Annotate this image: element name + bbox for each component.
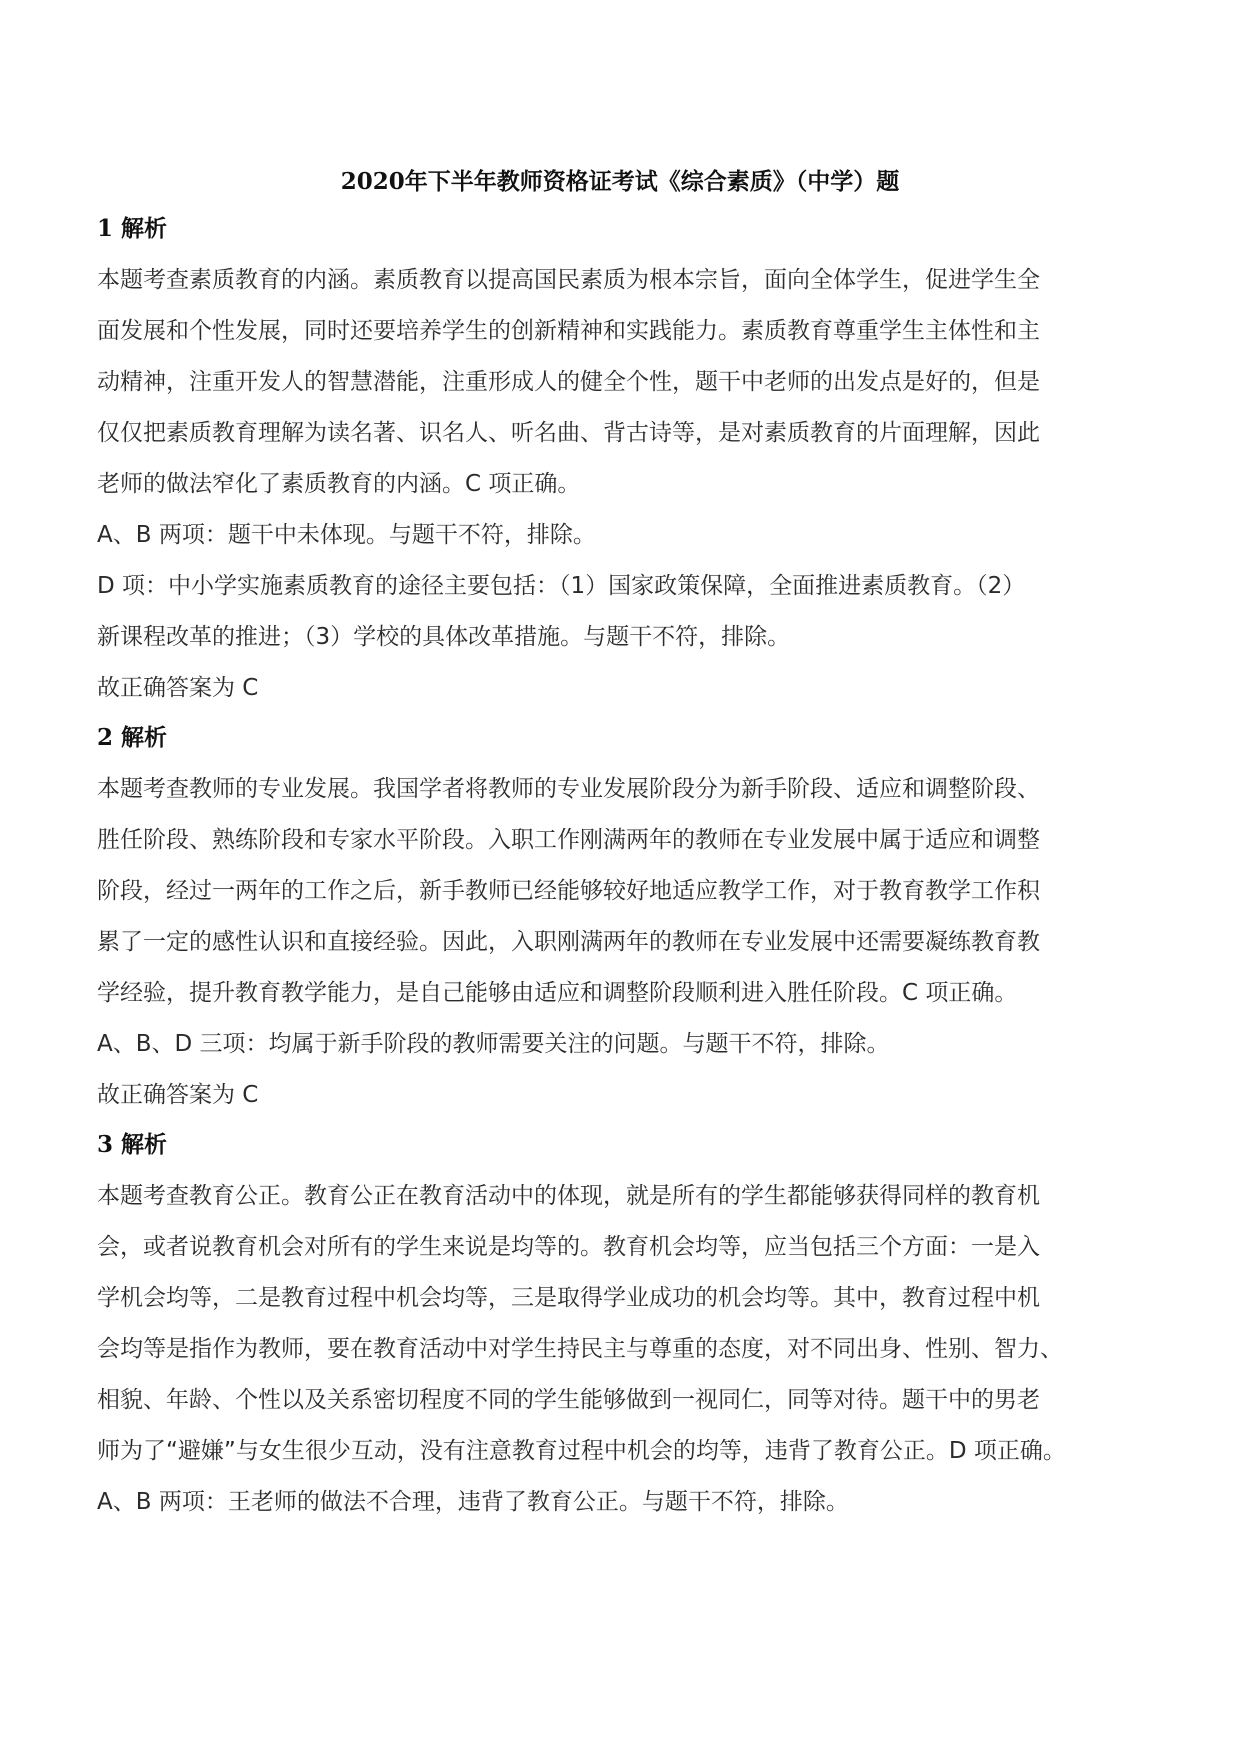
text-line: 故正确答案为 C	[97, 675, 259, 701]
text-line: 故正确答案为 C	[97, 1082, 259, 1108]
paragraph	[97, 1171, 1147, 1477]
document-body	[97, 212, 1147, 1535]
text-line: 会，或者说教育机会对所有的学生来说是均等的。教育机会均等，应当包括三个方面：一是入	[97, 1234, 1040, 1260]
section-body	[97, 764, 1147, 1121]
paragraph	[97, 255, 1147, 510]
section-heading: 2 解析	[97, 724, 168, 751]
text-line: A、B 两项：王老师的做法不合理，违背了教育公正。与题干不符，排除。	[97, 1489, 849, 1515]
section-spacer	[97, 1528, 1147, 1535]
text-line: D 项：中小学实施素质教育的途径主要包括：（1）国家政策保障，全面推进素质教育。（2）	[97, 573, 1026, 599]
paragraph	[97, 1070, 1147, 1121]
text-line: 本题考查教育公正。教育公正在教育活动中的体现，就是所有的学生都能够获得同样的教育机	[97, 1183, 1040, 1209]
section-heading: 3 解析	[97, 1131, 168, 1158]
text-line: 本题考查教师的专业发展。我国学者将教师的专业发展阶段分为新手阶段、适应和调整阶段、	[97, 776, 1040, 802]
paragraph	[97, 764, 1147, 1019]
text-line: 胜任阶段、熟练阶段和专家水平阶段。入职工作刚满两年的教师在专业发展中属于适应和调整	[97, 827, 1040, 853]
document-title: 2020年下半年教师资格证考试《综合素质》（中学）题	[340, 168, 900, 195]
paragraph	[97, 1019, 1147, 1070]
text-line: 累了一定的感性认识和直接经验。因此，入职刚满两年的教师在专业发展中还需要凝练教育教	[97, 929, 1040, 955]
text-line: 新课程改革的推进；（3）学校的具体改革措施。与题干不符，排除。	[97, 624, 791, 650]
paragraph	[97, 1477, 1147, 1528]
section-body	[97, 255, 1147, 714]
text-line: A、B 两项：题干中未体现。与题干不符，排除。	[97, 522, 596, 548]
paragraph	[97, 663, 1147, 714]
text-line: 面发展和个性发展，同时还要培养学生的创新精神和实践能力。素质教育尊重学生主体性和主	[97, 318, 1040, 344]
text-line: 老师的做法窄化了素质教育的内涵。C 项正确。	[97, 471, 581, 497]
text-line: 动精神，注重开发人的智慧潜能，注重形成人的健全个性，题干中老师的出发点是好的，但是	[97, 369, 1040, 395]
text-line: 学机会均等，二是教育过程中机会均等，三是取得学业成功的机会均等。其中，教育过程中机	[97, 1285, 1040, 1311]
section-body	[97, 1171, 1147, 1528]
section-spacer	[97, 714, 1147, 721]
text-line: 本题考查素质教育的内涵。素质教育以提高国民素质为根本宗旨，面向全体学生，促进学生全	[97, 267, 1040, 293]
text-line: 阶段，经过一两年的工作之后，新手教师已经能够较好地适应教学工作，对于教育教学工作积	[97, 878, 1040, 904]
text-line: 学经验，提升教育教学能力，是自己能够由适应和调整阶段顺利进入胜任阶段。C 项正确。	[97, 980, 1018, 1006]
section-heading: 1 解析	[97, 215, 168, 242]
text-line: A、B、D 三项：均属于新手阶段的教师需要关注的问题。与题干不符，排除。	[97, 1031, 890, 1057]
text-line: 仅仅把素质教育理解为读名著、识名人、听名曲、背古诗等，是对素质教育的片面理解，因此	[97, 420, 1040, 446]
text-line: 相貌、年龄、个性以及关系密切程度不同的学生能够做到一视同仁，同等对待。题干中的男老	[97, 1387, 1040, 1413]
section-spacer	[97, 1121, 1147, 1128]
text-line: 会均等是指作为教师，要在教育活动中对学生持民主与尊重的态度，对不同出身、性别、智力、	[97, 1336, 1063, 1362]
paragraph	[97, 561, 1147, 663]
paragraph	[97, 510, 1147, 561]
text-line: 师为了“避嫌”与女生很少互动，没有注意教育过程中机会的均等，违背了教育公正。D 项正确。	[97, 1438, 1066, 1464]
